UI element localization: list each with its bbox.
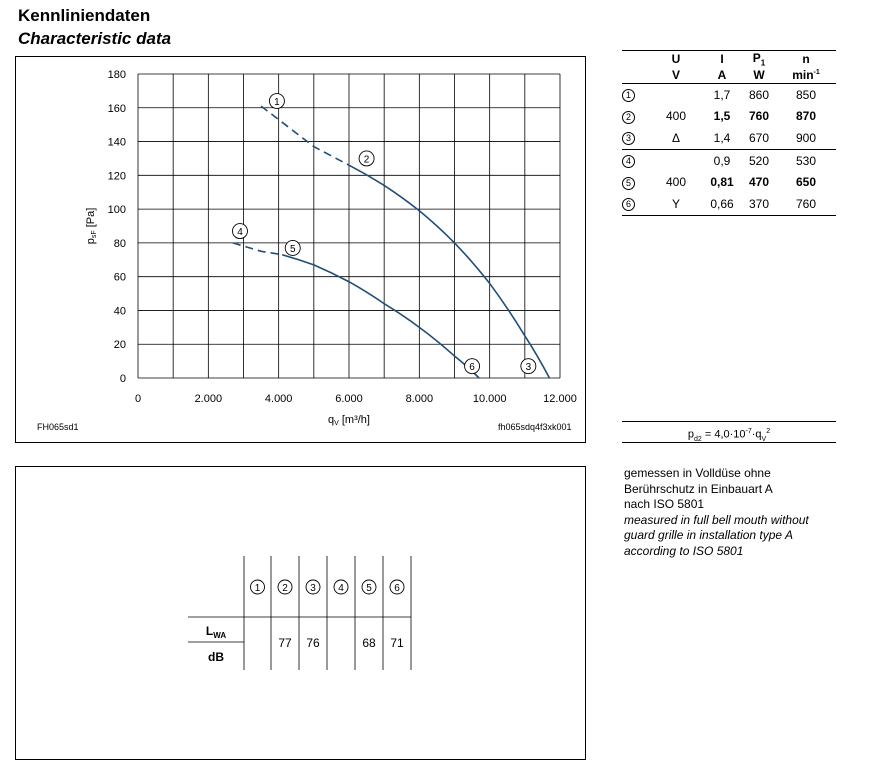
note-de-line: gemessen in Volldüse ohne: [624, 466, 771, 480]
cell-speed: 650: [795, 175, 817, 190]
unit-p: W: [753, 68, 765, 82]
x-axis-label: qV [m³/h]: [328, 414, 370, 427]
noise-col-label: 6: [394, 583, 400, 594]
operating-point-label: 1: [274, 97, 280, 109]
noise-value: 76: [306, 636, 320, 650]
row-number-circle: 6: [622, 198, 635, 211]
note-de-line: nach ISO 5801: [624, 497, 705, 511]
x-tick-label: 10.000: [472, 393, 507, 405]
y-tick-label: 160: [107, 102, 126, 115]
noise-col-label: 1: [254, 583, 261, 594]
cell-power: 370: [748, 196, 770, 211]
header-p1: $P_1$: [752, 50, 766, 68]
y-tick-label: 80: [113, 237, 126, 250]
noise-value: 71: [390, 636, 404, 650]
cell-voltage: Δ: [671, 130, 680, 145]
y-tick-label: 40: [113, 305, 126, 318]
note-en-line: guard grille in installation type A: [624, 528, 793, 542]
noise-col-label: 3: [310, 583, 316, 594]
cell-power: 470: [748, 175, 770, 190]
y-tick-label: 120: [107, 170, 126, 183]
unit-i: A: [717, 68, 727, 82]
y-axis-label: psF [Pa]: [85, 207, 98, 245]
unit-u: V: [671, 68, 680, 82]
row-number-circle: 5: [622, 177, 635, 190]
cell-current: 1,5: [713, 109, 731, 124]
cell-current: 1,7: [713, 87, 731, 102]
operating-point-label: 5: [289, 243, 296, 255]
cell-power: 860: [748, 87, 770, 102]
y-tick-label: 140: [107, 136, 126, 149]
noise-col-label: 5: [366, 583, 372, 594]
row-number-circle: 4: [622, 155, 635, 168]
title-german: Kennliniendaten: [18, 6, 151, 25]
y-tick-label: 180: [107, 69, 126, 81]
cell-speed: 850: [795, 87, 817, 102]
x-tick-label: 2.000: [194, 393, 223, 405]
x-tick-label: 0: [134, 393, 142, 405]
noise-col-label: 4: [338, 583, 344, 594]
cell-current: 0,66: [710, 196, 734, 211]
cell-power: 520: [748, 153, 770, 168]
noise-value: 77: [278, 636, 292, 650]
chart-code-left: FH065sd1: [37, 422, 79, 432]
chart-code-right: fh065sdq4f3xk001: [498, 422, 572, 432]
cell-speed: 760: [795, 196, 817, 211]
title-english: Characteristic data: [18, 29, 172, 48]
header-i: I: [720, 52, 724, 66]
cell-current: 0,9: [713, 153, 731, 168]
cell-current: 0,81: [710, 175, 734, 190]
y-tick-label: 100: [107, 204, 126, 217]
noise-label-db: dB: [208, 650, 224, 664]
cell-speed: 530: [795, 153, 817, 168]
y-tick-label: 0: [119, 373, 126, 385]
cell-current: 1,4: [713, 130, 731, 145]
operating-point-label: 6: [469, 362, 475, 374]
cell-power: 760: [748, 109, 770, 124]
noise-col-label: 2: [282, 583, 288, 594]
cell-voltage: 400: [665, 109, 687, 124]
cell-speed: 870: [795, 109, 817, 124]
header-n: n: [802, 52, 810, 66]
row-number-circle: 3: [622, 132, 635, 145]
row-number-circle: 2: [622, 111, 635, 124]
formula: $p_{d2} = 4,0\cdot 10^{-7}\cdot q_V^2$: [622, 421, 836, 443]
cell-power: 670: [748, 130, 770, 145]
noise-value: 68: [362, 636, 376, 650]
noise-label-lwa: $L_{WA}$: [205, 624, 227, 640]
x-tick-label: 4.000: [264, 393, 293, 405]
operating-point-label: 2: [363, 154, 370, 166]
note-en-line: according to ISO 5801: [624, 543, 744, 558]
header-u: U: [671, 52, 681, 66]
y-tick-label: 20: [113, 339, 126, 352]
operating-point-label: 4: [237, 227, 243, 239]
cell-speed: 900: [795, 130, 817, 145]
cell-voltage: 400: [665, 175, 687, 190]
x-tick-label: 12.000: [543, 393, 577, 405]
cell-voltage: Y: [671, 196, 680, 211]
row-number-circle: 1: [622, 89, 635, 102]
x-tick-label: 8.000: [405, 393, 434, 405]
x-tick-label: 6.000: [335, 393, 363, 405]
y-tick-label: 60: [113, 271, 126, 284]
unit-n: $\min^{-1}$: [792, 68, 820, 82]
operating-point-label: 3: [525, 362, 532, 374]
note-de-line: Berührschutz in Einbauart A: [624, 481, 773, 496]
note-en-line: measured in full bell mouth without: [624, 512, 809, 527]
